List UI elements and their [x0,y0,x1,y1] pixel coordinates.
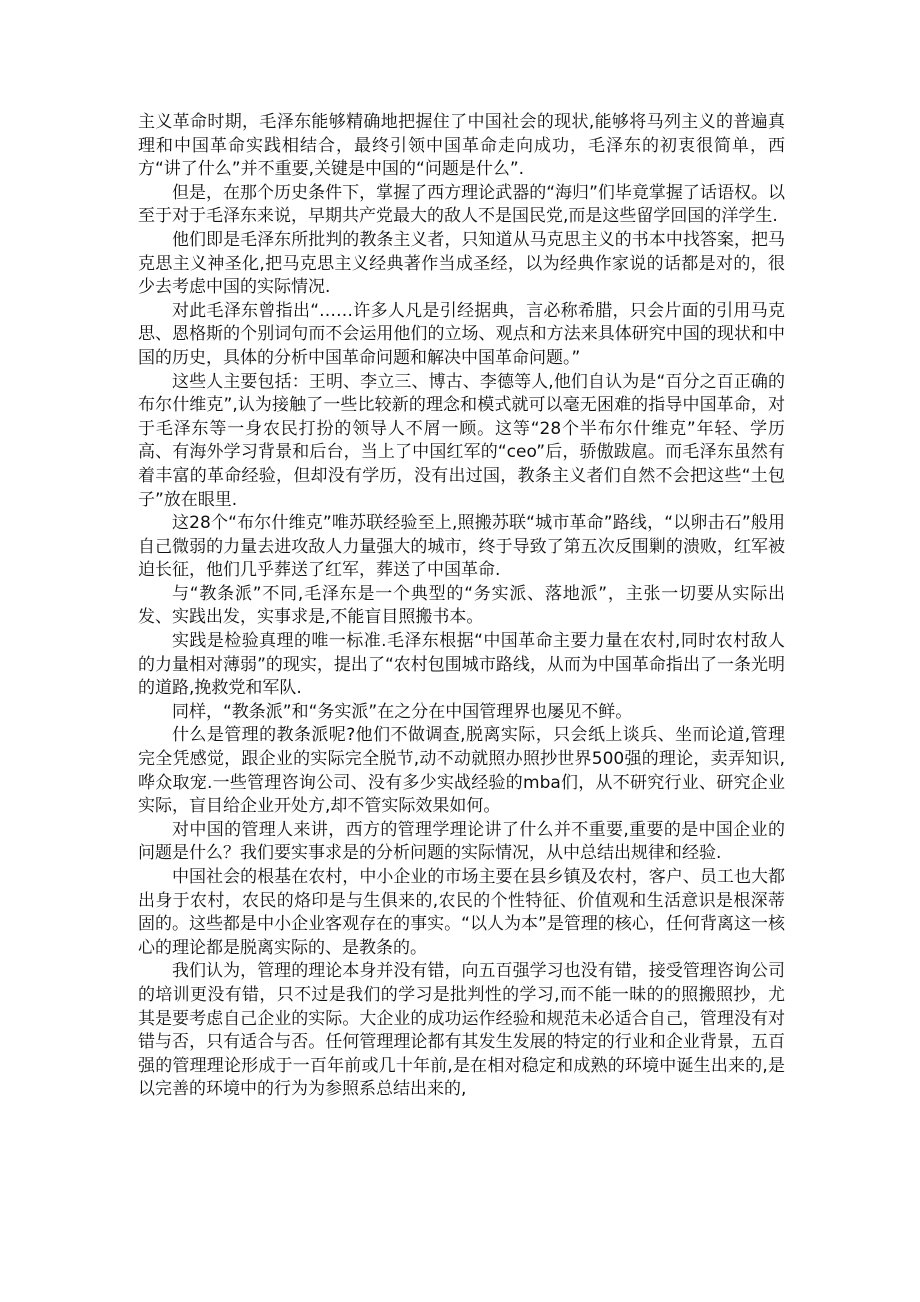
paragraph-7: 与“教条派”不同,毛泽东是一个典型的“务实派、落地派”，主张一切要从实际出发、实践出发，实事求是,不能盲目照搬书本。 [138,583,785,628]
paragraph-10: 什么是管理的教条派呢?他们不做调查,脱离实际，只会纸上谈兵、坐而论道,管理完全凭感觉，跟企业的实际完全脱节,动不动就照办照抄世界500强的理论，卖弄知识,哗众取宠.一些管理咨询公司、没有多少实战经验的mba们，从不研究行业、研究企业实际，盲目给企业开处方,却不管实际效果如何。 [138,725,785,817]
paragraph-9: 同样，“教条派”和“务实派”在之分在中国管理界也屡见不鲜。 [172,701,633,722]
paragraph-11: 对中国的管理人来讲，西方的管理学理论讲了什么并不重要,重要的是中国企业的问题是什么？我们要实事求是的分析问题的实际情况，从中总结出规律和经验. [138,819,785,864]
paragraph-3: 他们即是毛泽东所批判的教条主义者，只知道从马克思主义的书本中找答案，把马克思主义神圣化,把马克思主义经典著作当成圣经，以为经典作家说的话都是对的，很少去考虑中国的实际情况. [138,229,785,298]
paragraph-13: 我们认为，管理的理论本身并没有错，向五百强学习也没有错，接受管理咨询公司的培训更没有错，只不过是我们的学习是批判性的学习,而不能一昧的的照搬照抄，尤其是要考虑自己企业的实际。大企业的成功运作经验和规范未必适合自己，管理没有对错与否，只有适合与否。任何管理理论都有其发生发展的特定的行业和企业背景，五百强的管理理论形成于一百年前或几十年前,是在相对稳定和成熟的环境中诞生出来的,是以完善的环境中的行为为参照系总结出来的, [138,961,785,1100]
paragraph-2: 但是，在那个历史条件下，掌握了西方理论武器的“海归”们毕竟掌握了话语权。以至于对于毛泽东来说，早期共产党最大的敌人不是国民党,而是这些留学回国的洋学生. [138,182,785,227]
paragraph-6: 这28个“布尔什维克”唯苏联经验至上,照搬苏联“城市革命”路线，“以卵击石”般用自己微弱的力量去进攻敌人力量强大的城市，终于导致了第五次反围剿的溃败，红军被迫长征，他们几乎葬送了红军，葬送了中国革命. [138,513,785,581]
paragraph-1: 主义革命时期，毛泽东能够精确地把握住了中国社会的现状,能够将马列主义的普遍真理和中国革命实践相结合，最终引领中国革命走向成功，毛泽东的初衷很简单，西方“讲了什么”并不重要,关键是中国的“问题是什么”. [138,112,785,180]
paragraph-12: 中国社会的根基在农村，中小企业的市场主要在县乡镇及农村，客户、员工也大都出身于农村，农民的烙印是与生俱来的,农民的个性特征、价值观和生活意识是根深蒂固的。这些都是中小企业客观存在的事实。“以人为本”是管理的核心，任何背离这一核心的理论都是脱离实际的、是教条的。 [138,867,785,958]
paragraph-5: 这些人主要包括：王明、李立三、博古、李德等人,他们自认为是“百分之百正确的布尔什维克”,认为接触了一些比较新的理念和模式就可以毫无困难的指导中国革命，对于毛泽东等一身农民打扮的领导人不屑一顾。这等“28个半布尔什维克”年轻、学历高、有海外学习背景和后台，当上了中国红军的“ceo”后，骄傲跋扈。而毛泽东虽然有着丰富的革命经验，但却没有学历，没有出过国，教条主义者们自然不会把这些“土包子”放在眼里. [138,371,785,510]
paragraph-8: 实践是检验真理的唯一标准.毛泽东根据“中国革命主要力量在农村,同时农村敌人的力量相对薄弱”的现实，提出了“农村包围城市路线，从而为中国革命指出了一条光明的道路,挽救党和军队. [138,631,785,699]
paragraph-4: 对此毛泽东曾指出“……许多人凡是引经据典，言必称希腊，只会片面的引用马克思、恩格斯的个别词句而不会运用他们的立场、观点和方法来具体研究中国的现状和中国的历史，具体的分析中国革命问题和解决中国革命问题。” [138,300,785,368]
